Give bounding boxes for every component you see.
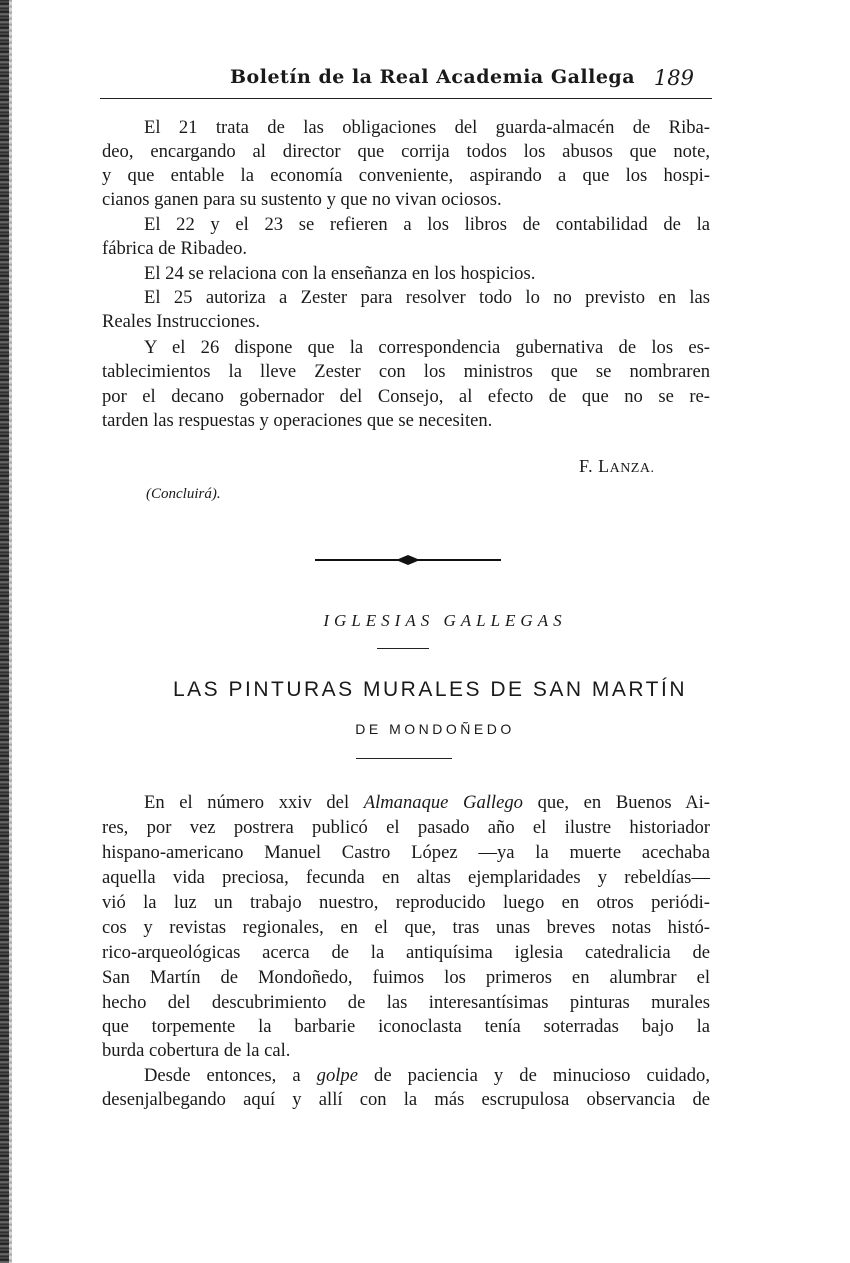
to-be-concluded-note: (Concluirá).: [146, 486, 221, 502]
author-signature: [579, 456, 654, 477]
article-subtitle: DE MONDOÑEDO: [355, 721, 515, 737]
text-segment: En el número xxiv del: [144, 792, 364, 813]
text-line: cianos ganen para su sustento y que no vivan ociosos.: [102, 189, 502, 210]
page-number: 189: [653, 66, 694, 90]
signature-initial: F. L: [579, 456, 610, 476]
text-line: aquella vida preciosa, fecunda en altas ejemplaridades y rebeldías—: [102, 867, 710, 888]
text-line: Reales Instrucciones.: [102, 311, 260, 332]
text-line: rico-arqueológicas acerca de la antiquísima iglesia catedralicia de: [102, 942, 710, 963]
running-title: Boletín de la Real Academia Gallega: [230, 66, 636, 88]
text-segment: que, en Buenos Ai-: [522, 792, 711, 813]
text-line: tablecimientos la lleve Zester con los ministros que se nombraren: [102, 361, 710, 382]
text-line: hispano-americano Manuel Castro López —ya la muerte acechaba: [102, 842, 710, 863]
text-line: San Martín de Mondoñedo, fuimos los primeros en alumbrar el: [102, 967, 710, 988]
running-header: [100, 64, 712, 99]
binding-edge-shadow: [9, 0, 12, 1263]
italic-word: golpe: [316, 1065, 358, 1086]
binding-edge: [0, 0, 9, 1263]
text-line: desenjalbegando aquí y allí con la más escrupulosa observancia de: [102, 1089, 710, 1110]
text-line: cos y revistas regionales, en el que, tras unas breves notas histó-: [102, 917, 710, 938]
section-title: IGLESIAS GALLEGAS: [323, 611, 567, 630]
text-line: por el decano gobernador del Consejo, al efecto de que no se re-: [102, 386, 710, 407]
text-line: y que entable la economía conveniente, aspirando a que los hospi-: [102, 165, 710, 186]
article-title: LAS PINTURAS MURALES DE SAN MARTÍN: [172, 678, 688, 701]
publication-title: Almanaque Gallego: [363, 792, 523, 813]
text-line: burda cobertura de la cal.: [102, 1040, 291, 1061]
short-rule: [377, 648, 429, 649]
ornament-divider: [313, 553, 503, 567]
text-line: El 25 autoriza a Zester para resolver todo lo no previsto en las: [144, 287, 710, 308]
short-rule: [356, 758, 452, 759]
text-line: fábrica de Ribadeo.: [102, 238, 248, 259]
text-line: tarden las respuestas y operaciones que se necesiten.: [102, 410, 493, 431]
text-line: vió la luz un trabajo nuestro, reproducido luego en otros periódi-: [102, 892, 710, 913]
text-line: que torpemente la barbarie iconoclasta tenía soterradas bajo la: [102, 1016, 710, 1037]
text-segment: de paciencia y de minucioso cuidado,: [357, 1065, 710, 1086]
text-line: El 22 y el 23 se refieren a los libros de contabilidad de la: [144, 214, 710, 235]
text-line: Y el 26 dispone que la correspondencia gubernativa de los es-: [144, 337, 710, 358]
text-line: [102, 791, 710, 815]
text-line: res, por vez postrera publicó el pasado año el ilustre historiador: [102, 817, 710, 838]
text-line: El 21 trata de las obligaciones del guarda-almacén de Riba-: [144, 117, 710, 138]
text-line: deo, encargando al director que corrija todos los abusos que note,: [102, 141, 710, 162]
text-line: hecho del descubrimiento de las interesantísimas pinturas murales: [102, 992, 710, 1013]
text-segment: Desde entonces, a: [144, 1065, 317, 1086]
text-line: El 24 se relaciona con la enseñanza en los hospicios.: [144, 263, 536, 284]
signature-rest: ANZA.: [609, 461, 655, 476]
text-line: [102, 1064, 710, 1088]
